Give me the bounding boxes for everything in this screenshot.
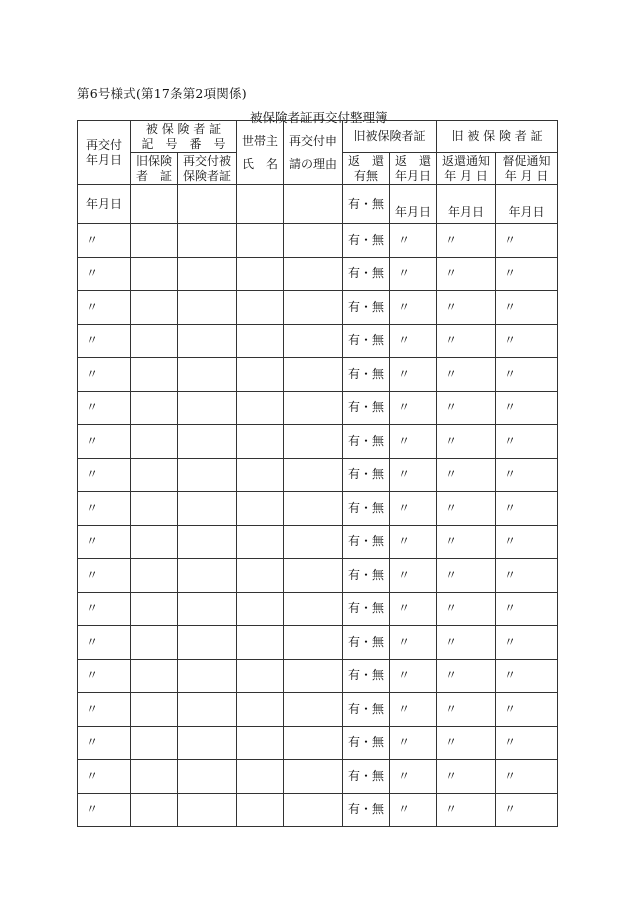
row-return-presence: 有・無 [343, 592, 390, 626]
table-row [78, 324, 558, 358]
row-return-notice: 〃 [437, 559, 496, 593]
row-old-card [131, 291, 178, 325]
row-return-date: 〃 [390, 592, 437, 626]
table-row [78, 458, 558, 492]
first-row-date: 年月日 [78, 185, 131, 224]
header-old-card-line2: 者 証 [135, 168, 172, 183]
row-household-head [237, 592, 284, 626]
row-return-notice: 〃 [437, 659, 496, 693]
row-return-notice: 〃 [437, 224, 496, 258]
header-old-card-line1: 旧保険 [135, 153, 172, 168]
header-insured-number-line1: 被 保 険 者 証 [145, 121, 222, 136]
row-household-head [237, 659, 284, 693]
row-household-head [237, 559, 284, 593]
row-household-head [237, 793, 284, 827]
row-date: 〃 [78, 559, 131, 593]
row-return-presence: 有・無 [343, 525, 390, 559]
row-reminder-notice: 〃 [496, 525, 558, 559]
row-date: 〃 [78, 793, 131, 827]
row-date: 〃 [78, 224, 131, 258]
header-reason-line2: 請の理由 [289, 156, 338, 171]
row-reminder-notice: 〃 [496, 425, 558, 459]
row-reason [284, 760, 343, 794]
row-return-date: 〃 [390, 492, 437, 526]
row-reminder-notice: 〃 [496, 793, 558, 827]
header-return-notice [437, 153, 496, 185]
row-reason [284, 324, 343, 358]
row-household-head [237, 391, 284, 425]
row-reminder-notice: 〃 [496, 391, 558, 425]
row-reissued-card [178, 592, 237, 626]
row-household-head [237, 693, 284, 727]
header-reminder-notice-line1: 督促通知 [502, 153, 551, 168]
row-old-card [131, 659, 178, 693]
ditto-rows [78, 224, 558, 827]
header-old-card-group: 旧被保険者証 [343, 121, 437, 153]
row-reason [284, 726, 343, 760]
header-row-1 [78, 121, 558, 153]
row-old-card [131, 425, 178, 459]
row-return-presence: 有・無 [343, 291, 390, 325]
row-date: 〃 [78, 492, 131, 526]
row-reminder-notice: 〃 [496, 224, 558, 258]
row-return-notice: 〃 [437, 458, 496, 492]
header-reminder-notice-line2: 年 月 日 [504, 168, 549, 183]
row-reason [284, 693, 343, 727]
row-old-card [131, 793, 178, 827]
row-old-card [131, 458, 178, 492]
table-row [78, 626, 558, 660]
row-old-card [131, 492, 178, 526]
row-old-card [131, 726, 178, 760]
row-reason [284, 559, 343, 593]
first-row-return-notice: 年月日 [437, 185, 496, 224]
row-return-presence: 有・無 [343, 659, 390, 693]
row-return-notice: 〃 [437, 726, 496, 760]
row-return-notice: 〃 [437, 693, 496, 727]
row-reissued-card [178, 760, 237, 794]
header-return-presence [343, 153, 390, 185]
header-reissued-card [178, 153, 237, 185]
row-reminder-notice: 〃 [496, 693, 558, 727]
row-reissued-card [178, 425, 237, 459]
row-return-notice: 〃 [437, 525, 496, 559]
table-row [78, 726, 558, 760]
document-title: 被保険者証再交付整理簿 [250, 110, 388, 125]
reissue-register-table [77, 120, 558, 827]
row-return-date: 〃 [390, 391, 437, 425]
row-return-date: 〃 [390, 793, 437, 827]
header-reissue-date [78, 121, 131, 185]
row-old-card [131, 324, 178, 358]
row-reissued-card [178, 291, 237, 325]
row-return-presence: 有・無 [343, 257, 390, 291]
header-return-date-line2: 年月日 [395, 168, 432, 183]
row-date: 〃 [78, 291, 131, 325]
row-household-head [237, 291, 284, 325]
row-household-head [237, 358, 284, 392]
row-date: 〃 [78, 458, 131, 492]
row-date: 〃 [78, 693, 131, 727]
row-date: 〃 [78, 324, 131, 358]
row-reason [284, 592, 343, 626]
row-reason [284, 793, 343, 827]
row-return-date: 〃 [390, 257, 437, 291]
row-reminder-notice: 〃 [496, 659, 558, 693]
row-reminder-notice: 〃 [496, 492, 558, 526]
row-reissued-card [178, 324, 237, 358]
first-row-household-head [237, 185, 284, 224]
row-reason [284, 492, 343, 526]
row-reissued-card [178, 224, 237, 258]
row-return-date: 〃 [390, 425, 437, 459]
header-household-head [237, 121, 284, 185]
row-return-notice: 〃 [437, 425, 496, 459]
row-old-card [131, 391, 178, 425]
row-reminder-notice: 〃 [496, 257, 558, 291]
row-reason [284, 626, 343, 660]
row-return-presence: 有・無 [343, 425, 390, 459]
row-return-notice: 〃 [437, 391, 496, 425]
row-return-presence: 有・無 [343, 559, 390, 593]
header-return-notice-line2: 年 月 日 [444, 168, 488, 183]
row-old-card [131, 626, 178, 660]
row-return-notice: 〃 [437, 324, 496, 358]
row-date: 〃 [78, 391, 131, 425]
row-reissued-card [178, 391, 237, 425]
row-return-date: 〃 [390, 525, 437, 559]
header-return-date-line1: 返 還 [395, 153, 432, 168]
row-date: 〃 [78, 525, 131, 559]
row-return-date: 〃 [390, 324, 437, 358]
row-date: 〃 [78, 358, 131, 392]
row-reissued-card [178, 257, 237, 291]
row-reason [284, 391, 343, 425]
table-row [78, 559, 558, 593]
row-return-notice: 〃 [437, 793, 496, 827]
row-reissued-card [178, 626, 237, 660]
row-return-presence: 有・無 [343, 391, 390, 425]
row-reissued-card [178, 726, 237, 760]
table-row [78, 525, 558, 559]
row-reissued-card [178, 492, 237, 526]
row-old-card [131, 693, 178, 727]
row-old-card [131, 525, 178, 559]
table-row [78, 257, 558, 291]
row-household-head [237, 760, 284, 794]
table-row [78, 291, 558, 325]
header-old-card-group-2: 旧 被 保 険 者 証 [437, 121, 558, 153]
table-row [78, 659, 558, 693]
first-row-old-card [131, 185, 178, 224]
row-reason [284, 525, 343, 559]
row-reminder-notice: 〃 [496, 592, 558, 626]
row-return-presence: 有・無 [343, 324, 390, 358]
row-reason [284, 358, 343, 392]
row-return-date: 〃 [390, 659, 437, 693]
row-household-head [237, 626, 284, 660]
row-return-notice: 〃 [437, 492, 496, 526]
row-reminder-notice: 〃 [496, 726, 558, 760]
header-return-date [390, 153, 437, 185]
row-reason [284, 291, 343, 325]
table-row [78, 793, 558, 827]
row-old-card [131, 592, 178, 626]
row-return-date: 〃 [390, 760, 437, 794]
row-reissued-card [178, 458, 237, 492]
row-date: 〃 [78, 760, 131, 794]
row-reminder-notice: 〃 [496, 358, 558, 392]
header-reminder-notice [496, 153, 558, 185]
row-reason [284, 659, 343, 693]
row-old-card [131, 224, 178, 258]
header-reissue-date-line2: 年月日 [85, 152, 122, 167]
row-date: 〃 [78, 257, 131, 291]
row-return-date: 〃 [390, 726, 437, 760]
row-date: 〃 [78, 592, 131, 626]
row-return-notice: 〃 [437, 291, 496, 325]
row-household-head [237, 224, 284, 258]
row-return-notice: 〃 [437, 760, 496, 794]
row-date: 〃 [78, 425, 131, 459]
row-return-notice: 〃 [437, 592, 496, 626]
row-return-date: 〃 [390, 693, 437, 727]
row-return-presence: 有・無 [343, 224, 390, 258]
table-row [78, 693, 558, 727]
header-reissued-card-line2: 保険者証 [183, 168, 232, 183]
row-reminder-notice: 〃 [496, 458, 558, 492]
row-date: 〃 [78, 659, 131, 693]
row-return-presence: 有・無 [343, 458, 390, 492]
row-return-date: 〃 [390, 224, 437, 258]
row-household-head [237, 425, 284, 459]
row-reissued-card [178, 358, 237, 392]
row-return-notice: 〃 [437, 257, 496, 291]
row-return-date: 〃 [390, 626, 437, 660]
row-return-date: 〃 [390, 291, 437, 325]
row-household-head [237, 324, 284, 358]
row-reminder-notice: 〃 [496, 760, 558, 794]
row-return-date: 〃 [390, 358, 437, 392]
header-insured-card-number [131, 121, 237, 153]
table-row [78, 224, 558, 258]
table-row [78, 391, 558, 425]
header-return-presence-line1: 返 還 [348, 153, 385, 168]
row-return-notice: 〃 [437, 626, 496, 660]
row-household-head [237, 726, 284, 760]
row-return-presence: 有・無 [343, 693, 390, 727]
table-row [78, 760, 558, 794]
row-reminder-notice: 〃 [496, 324, 558, 358]
header-return-presence-line2: 有無 [354, 168, 379, 183]
row-reissued-card [178, 793, 237, 827]
row-reminder-notice: 〃 [496, 291, 558, 325]
row-reissued-card [178, 525, 237, 559]
row-return-presence: 有・無 [343, 492, 390, 526]
table-row [78, 425, 558, 459]
row-reminder-notice: 〃 [496, 559, 558, 593]
row-return-notice: 〃 [437, 358, 496, 392]
row-old-card [131, 358, 178, 392]
row-household-head [237, 257, 284, 291]
table-row [78, 592, 558, 626]
row-household-head [237, 525, 284, 559]
row-reissued-card [178, 559, 237, 593]
first-row-return-date: 年月日 [390, 185, 437, 224]
header-reason-line1: 再交付申 [289, 133, 338, 148]
row-return-presence: 有・無 [343, 760, 390, 794]
row-return-presence: 有・無 [343, 793, 390, 827]
row-reissued-card [178, 693, 237, 727]
row-reason [284, 458, 343, 492]
row-old-card [131, 760, 178, 794]
first-entry-row [78, 185, 558, 224]
table-row [78, 492, 558, 526]
first-row-return-presence: 有・無 [343, 185, 390, 224]
row-return-presence: 有・無 [343, 358, 390, 392]
header-return-notice-line1: 返還通知 [442, 153, 491, 168]
first-row-reissued-card [178, 185, 237, 224]
row-reason [284, 224, 343, 258]
row-reason [284, 257, 343, 291]
row-return-presence: 有・無 [343, 626, 390, 660]
form-identifier: 第6号様式(第17条第2項関係) [77, 86, 247, 101]
header-household-head-line2: 氏 名 [242, 156, 279, 171]
row-return-date: 〃 [390, 458, 437, 492]
row-date: 〃 [78, 726, 131, 760]
header-insured-number-line2: 記 号 番 号 [141, 136, 226, 151]
row-reason [284, 425, 343, 459]
row-return-date: 〃 [390, 559, 437, 593]
table-row [78, 358, 558, 392]
row-return-presence: 有・無 [343, 726, 390, 760]
row-reminder-notice: 〃 [496, 626, 558, 660]
row-reissued-card [178, 659, 237, 693]
header-reissued-card-line1: 再交付被 [183, 153, 232, 168]
row-old-card [131, 257, 178, 291]
header-reissue-date-line1: 再交付 [85, 137, 122, 152]
row-old-card [131, 559, 178, 593]
header-old-card [131, 153, 178, 185]
first-row-reason [284, 185, 343, 224]
first-row-reminder-notice: 年月日 [496, 185, 558, 224]
row-date: 〃 [78, 626, 131, 660]
header-reissue-reason [284, 121, 343, 185]
row-household-head [237, 492, 284, 526]
row-household-head [237, 458, 284, 492]
header-household-head-line1: 世帯主 [242, 133, 279, 148]
